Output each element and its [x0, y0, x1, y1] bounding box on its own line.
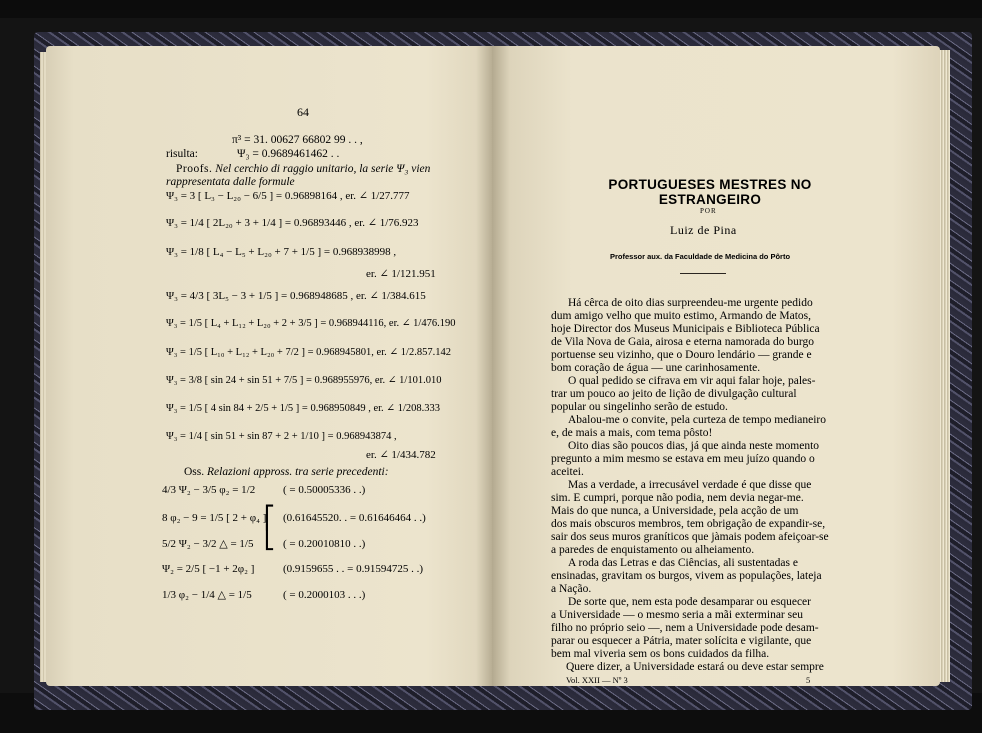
body-line: bom coração de água — une carinhosamente.: [551, 362, 761, 374]
body-line: popular ou singelinho serão de estudo.: [551, 401, 728, 413]
author-affiliation: Professor aux. da Faculdade de Medicina do Pôrto: [610, 252, 791, 261]
risulta-label: risulta:: [166, 148, 198, 160]
body-line: hoje Director dos Museus Municipais e Biblioteca Pública: [551, 323, 820, 335]
body-line: filho no próprio seio —, nem a Universidade pode desam-: [551, 622, 819, 634]
body-line: Quere dizer, a Universidade estará ou deve estar sempre: [566, 661, 824, 673]
formula-line-4: Ψ₃ = 1/4 [ 2L₂₀ + 3 + 1/4 ] = 0.96893446 , er. ∠ 1/76.923: [166, 217, 419, 229]
body-line: a paredes de enquistamento ou alheiamento.: [551, 544, 755, 556]
relation-2-expr: 8 φ₂ − 9 = 1/5 [ 2 + φ₄ ]: [162, 512, 267, 524]
formula-line-6: er. ∠ 1/121.951: [366, 268, 436, 280]
formula-line-11: Ψ₃ = 1/5 [ 4 sin 84 + 2/5 + 1/5 ] = 0.968950849 , er. ∠ 1/208.333: [166, 403, 441, 414]
body-line: dos mais obscuros membros, tem obrigação de expandir-se,: [551, 518, 826, 530]
oss-label: Oss.: [184, 466, 205, 478]
body-line: aceitei.: [551, 466, 584, 478]
body-line: Abalou-me o convite, pela curteza de tempo medianeiro: [568, 414, 827, 426]
proofs-text-2: rappresentata dalle formule: [166, 176, 295, 188]
body-line: bem mal viveria sem os bons cuidados da filha.: [551, 648, 770, 660]
formula-line-12: Ψ₃ = 1/4 [ sin 51 + sin 87 + 2 + 1/10 ] = 0.968943874 ,: [166, 431, 397, 442]
relations-bracket: ⎡: [264, 505, 275, 530]
relations-bracket-lower: ⎣: [264, 525, 275, 550]
body-line: pregunto a mim mesmo se estava em meu juízo quando o: [551, 453, 815, 465]
body-line: parar ou esquecer a Pátria, mater solícita e vigilante, que: [551, 635, 812, 647]
proofs-label: Proofs.: [176, 163, 213, 175]
formula-line-8: Ψ₃ = 1/5 [ L₄ + L₁₂ + L₂₀ + 2 + 3/5 ] = 0.968944116, er. ∠ 1/476.190: [166, 318, 456, 329]
relation-5-expr: 1/3 φ₂ − 1/4 △ = 1/5: [162, 589, 252, 601]
body-line: O qual pedido se cifrava em vir aqui falar hoje, pales-: [568, 375, 816, 387]
formula-line-2: Ψ₃ = 0.9689461462 . .: [237, 148, 340, 160]
body-line: trar um pouco ao jeito de lição de divulgação cultural: [551, 388, 797, 400]
formula-line-13: er. ∠ 1/434.782: [366, 449, 436, 461]
relation-1-value: ( = 0.50005336 . .): [283, 484, 366, 496]
relation-3-value: ( = 0.20010810 . .): [283, 538, 366, 550]
relation-1-expr: 4/3 Ψ₂ − 3/5 φ₂ = 1/2: [162, 484, 256, 496]
relation-2-value: (0.61645520. . = 0.61646464 . .): [283, 512, 426, 524]
relation-5-value: ( = 0.2000103 . . .): [283, 589, 366, 601]
body-line: Mais do que nunca, a Universidade, pela acção de um: [551, 505, 799, 517]
title-divider: [680, 273, 726, 274]
body-line: Mas a verdade, a irrecusável verdade é que disse que: [568, 479, 812, 491]
formula-line-10: Ψ₃ = 3/8 [ sin 24 + sin 51 + 7/5 ] = 0.968955976, er. ∠ 1/101.010: [166, 375, 442, 386]
body-line: A roda das Letras e das Ciências, ali sustentadas e: [568, 557, 798, 569]
body-line: e, de mais a mais, com tema pôsto!: [551, 427, 713, 439]
body-line: Oito dias são poucos dias, já que ainda neste momento: [568, 440, 820, 452]
formula-line-7: Ψ₃ = 4/3 [ 3L₅ − 3 + 1/5 ] = 0.968948685 , er. ∠ 1/384.615: [166, 290, 426, 302]
author-name: Luiz de Pina: [670, 223, 737, 237]
body-line: a Universidade — o mesmo seria a mãi exterminar seu: [551, 609, 803, 621]
left-page-number: 64: [297, 105, 309, 119]
body-line: Há cêrca de oito dias surpreendeu-me urgente pedido: [568, 297, 813, 309]
body-line: sair dos seus muros graníticos que jàmais podem afeiçoar-se: [551, 531, 829, 543]
oss-text: Relazioni appross. tra serie precedenti:: [207, 466, 389, 478]
body-line: De sorte que, nem esta pode desamparar ou esquecer: [568, 596, 811, 608]
footer-volume: Vol. XXII — Nº 3: [566, 675, 628, 685]
footer-page-number: 5: [806, 675, 811, 685]
body-line: portuense seu vizinho, que o Douro lendário — grande e: [551, 349, 812, 361]
formula-line-1: π³ = 31. 00627 66802 99 . . ,: [232, 134, 363, 146]
body-line: dum amigo velho que muito estimo, Armando de Matos,: [551, 310, 811, 322]
formula-line-3: Ψ₃ = 3 [ L₃ − L₂₀ − 6/5 ] = 0.96898164 , er. ∠ 1/27.777: [166, 190, 410, 202]
relation-3-expr: 5/2 Ψ₂ − 3/2 △ = 1/5: [162, 538, 254, 550]
formula-line-5: Ψ₃ = 1/8 [ L₄ − L₅ + L₂₀ + 7 + 1/5 ] = 0.968938998 ,: [166, 246, 397, 258]
formula-line-9: Ψ₃ = 1/5 [ L₁₀ + L₁₂ + L₂₀ + 7/2 ] = 0.968945801, er. ∠ 1/2.857.142: [166, 347, 451, 358]
body-line: ensinadas, gravitam os burgos, vivem as populações, lateja: [551, 570, 822, 582]
body-line: a Nação.: [551, 583, 592, 595]
by-label: POR: [700, 207, 717, 215]
proofs-text: Nel cerchio di raggio unitario, la serie Ψ₃ vien: [215, 163, 431, 175]
article-title: PORTUGUESES MESTRES NO ESTRANGEIRO: [608, 177, 812, 207]
body-line: de Vila Nova de Gaia, airosa e eterna namorada do burgo: [551, 336, 814, 348]
relation-4-value: (0.9159655 . . = 0.91594725 . .): [283, 563, 424, 575]
relation-4-expr: Ψ₂ = 2/5 [ −1 + 2φ₂ ]: [162, 563, 255, 575]
book-cover-top: [0, 0, 982, 18]
body-line: sim. E cumpri, porque não podia, nem devia negar-me.: [551, 492, 804, 504]
